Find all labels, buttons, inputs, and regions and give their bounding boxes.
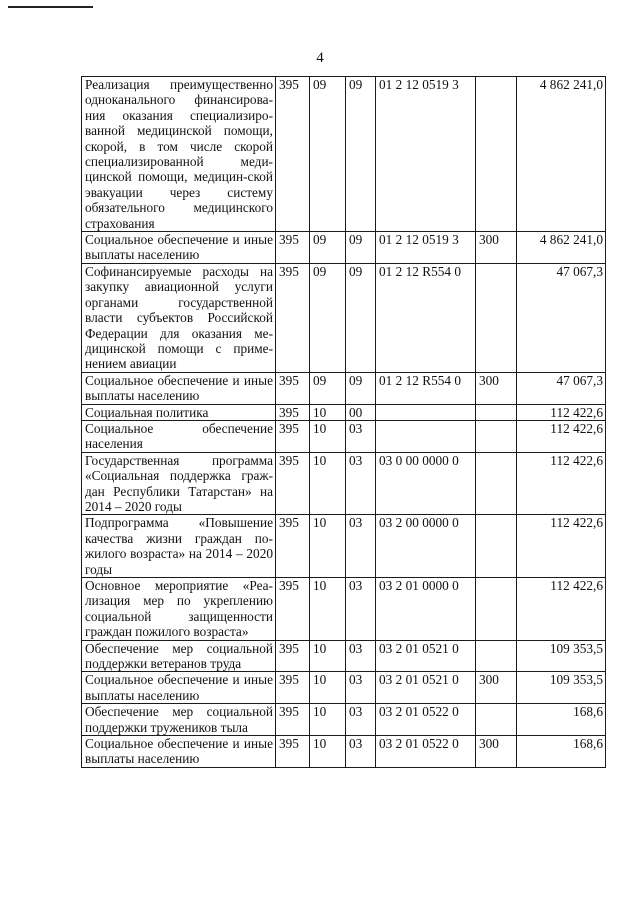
row-pr: 09 xyxy=(346,372,376,404)
row-sum: 112 422,6 xyxy=(517,578,606,641)
row-pr: 09 xyxy=(346,232,376,264)
row-cs: 01 2 12 R554 0 xyxy=(376,372,476,404)
row-pr: 03 xyxy=(346,515,376,578)
row-cs: 01 2 12 0519 3 xyxy=(376,232,476,264)
row-pr: 09 xyxy=(346,263,376,372)
row-rz: 09 xyxy=(310,232,346,264)
row-grbs: 395 xyxy=(276,372,310,404)
row-name: Социальное обеспечение населения xyxy=(82,420,276,452)
row-name: Основное мероприятие «Реа-лизация мер по укреплению социальной защищенности граждан пожилого возраста» xyxy=(82,578,276,641)
row-pr: 03 xyxy=(346,452,376,515)
row-grbs: 395 xyxy=(276,420,310,452)
row-pr: 03 xyxy=(346,578,376,641)
table-row xyxy=(82,640,606,672)
budget-table-body xyxy=(82,77,606,768)
row-sum: 47 067,3 xyxy=(517,372,606,404)
row-grbs: 395 xyxy=(276,704,310,736)
row-pr: 03 xyxy=(346,704,376,736)
row-sum: 109 353,5 xyxy=(517,672,606,704)
row-vr: 300 xyxy=(476,736,517,768)
row-sum: 109 353,5 xyxy=(517,640,606,672)
row-name: Социальная политика xyxy=(82,404,276,420)
row-sum: 112 422,6 xyxy=(517,515,606,578)
row-cs: 03 2 00 0000 0 xyxy=(376,515,476,578)
table-row xyxy=(82,704,606,736)
row-rz: 10 xyxy=(310,672,346,704)
row-vr: 300 xyxy=(476,372,517,404)
row-cs: 03 2 01 0522 0 xyxy=(376,736,476,768)
row-pr: 03 xyxy=(346,640,376,672)
row-rz: 10 xyxy=(310,640,346,672)
row-sum: 112 422,6 xyxy=(517,452,606,515)
row-cs: 03 2 01 0521 0 xyxy=(376,640,476,672)
row-rz: 09 xyxy=(310,263,346,372)
row-sum: 112 422,6 xyxy=(517,420,606,452)
row-name: Социальное обеспечение и иные выплаты населению xyxy=(82,672,276,704)
table-row xyxy=(82,736,606,768)
table-row xyxy=(82,263,606,372)
row-grbs: 395 xyxy=(276,263,310,372)
row-vr xyxy=(476,578,517,641)
table-row xyxy=(82,372,606,404)
row-sum: 4 862 241,0 xyxy=(517,232,606,264)
row-cs: 03 2 01 0521 0 xyxy=(376,672,476,704)
table-row xyxy=(82,452,606,515)
row-cs: 03 2 01 0522 0 xyxy=(376,704,476,736)
row-pr: 09 xyxy=(346,77,376,232)
row-pr: 03 xyxy=(346,736,376,768)
table-row xyxy=(82,578,606,641)
row-pr: 03 xyxy=(346,672,376,704)
row-vr xyxy=(476,640,517,672)
row-sum: 4 862 241,0 xyxy=(517,77,606,232)
row-cs xyxy=(376,404,476,420)
row-vr xyxy=(476,420,517,452)
header-rule xyxy=(8,6,93,8)
row-vr xyxy=(476,263,517,372)
row-name: Обеспечение мер социальной поддержки ветеранов труда xyxy=(82,640,276,672)
budget-table xyxy=(81,76,606,768)
row-cs xyxy=(376,420,476,452)
row-grbs: 395 xyxy=(276,736,310,768)
row-rz: 10 xyxy=(310,578,346,641)
row-name: Социальное обеспечение и иные выплаты населению xyxy=(82,372,276,404)
row-rz: 10 xyxy=(310,452,346,515)
row-grbs: 395 xyxy=(276,452,310,515)
row-pr: 00 xyxy=(346,404,376,420)
row-name: Социальное обеспечение и иные выплаты населению xyxy=(82,736,276,768)
row-vr: 300 xyxy=(476,232,517,264)
row-vr xyxy=(476,452,517,515)
table-row xyxy=(82,77,606,232)
row-rz: 10 xyxy=(310,704,346,736)
row-cs: 03 0 00 0000 0 xyxy=(376,452,476,515)
table-row xyxy=(82,515,606,578)
row-cs: 03 2 01 0000 0 xyxy=(376,578,476,641)
row-rz: 09 xyxy=(310,372,346,404)
row-name: Государственная программа «Социальная поддержка граж-дан Республики Татарстан» на 2014 – 2020 годы xyxy=(82,452,276,515)
row-rz: 09 xyxy=(310,77,346,232)
row-cs: 01 2 12 0519 3 xyxy=(376,77,476,232)
row-grbs: 395 xyxy=(276,404,310,420)
row-rz: 10 xyxy=(310,736,346,768)
row-name: Софинансируемые расходы на закупку авиационной услуги органами государственной власти субъектов Российской Федерации для оказания ме-дицинской помощи с приме-нением авиации xyxy=(82,263,276,372)
row-grbs: 395 xyxy=(276,232,310,264)
row-grbs: 395 xyxy=(276,672,310,704)
row-grbs: 395 xyxy=(276,640,310,672)
row-name: Социальное обеспечение и иные выплаты населению xyxy=(82,232,276,264)
row-name: Обеспечение мер социальной поддержки тружеников тыла xyxy=(82,704,276,736)
row-vr xyxy=(476,77,517,232)
table-row xyxy=(82,420,606,452)
row-vr xyxy=(476,704,517,736)
row-sum: 168,6 xyxy=(517,736,606,768)
page-number: 4 xyxy=(316,50,324,66)
row-grbs: 395 xyxy=(276,77,310,232)
row-pr: 03 xyxy=(346,420,376,452)
row-rz: 10 xyxy=(310,404,346,420)
row-sum: 47 067,3 xyxy=(517,263,606,372)
row-rz: 10 xyxy=(310,515,346,578)
row-grbs: 395 xyxy=(276,578,310,641)
table-row xyxy=(82,404,606,420)
table-row xyxy=(82,232,606,264)
table-row xyxy=(82,672,606,704)
row-name: Подпрограмма «Повышение качества жизни граждан по-жилого возраста» на 2014 – 2020 годы xyxy=(82,515,276,578)
row-sum: 112 422,6 xyxy=(517,404,606,420)
row-vr: 300 xyxy=(476,672,517,704)
row-grbs: 395 xyxy=(276,515,310,578)
row-vr xyxy=(476,515,517,578)
row-cs: 01 2 12 R554 0 xyxy=(376,263,476,372)
row-rz: 10 xyxy=(310,420,346,452)
row-sum: 168,6 xyxy=(517,704,606,736)
row-name: Реализация преимущественно одноканального финансирова-ния оказания специализиро-ванной медицинской помощи, скорой, в том числе скорой специализированной меди-цинской помощи, медицин-ской эвакуации через систему обязательного медицинского страхования xyxy=(82,77,276,232)
row-vr xyxy=(476,404,517,420)
